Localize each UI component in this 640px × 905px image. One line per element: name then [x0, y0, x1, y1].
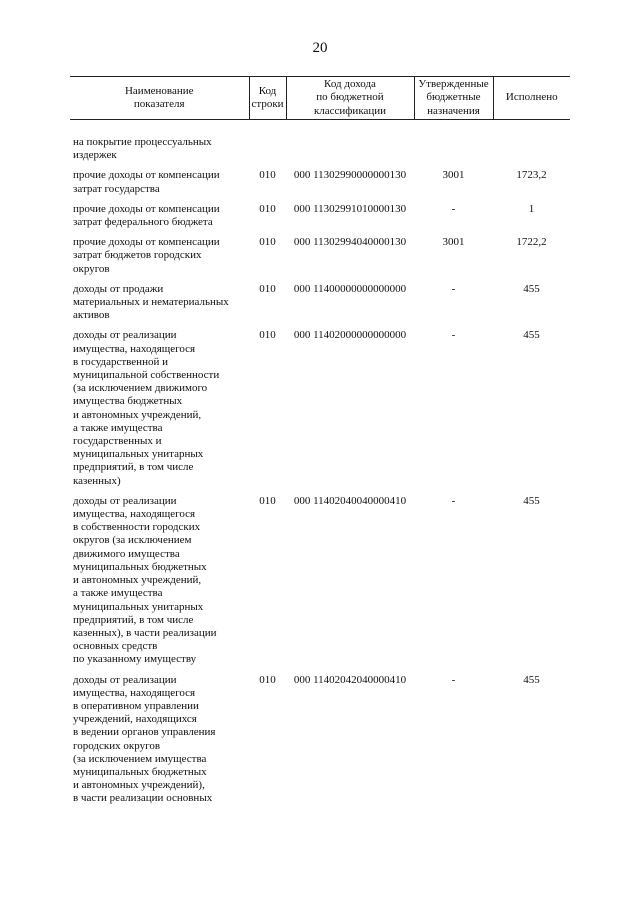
revenue-execution-table — [70, 76, 570, 813]
indicator-name-line: казенных) — [73, 474, 121, 487]
row-executed-amount: 455 — [523, 329, 540, 342]
row-classification-code — [286, 120, 414, 170]
indicator-name-line: доходы от реализации — [73, 673, 177, 686]
row-approved-amount: - — [451, 494, 456, 507]
indicator-name-line: государственных и — [73, 435, 162, 448]
indicator-name-line: и автономных учреждений, — [73, 408, 202, 421]
header-name: Наименование показателя — [70, 77, 249, 120]
indicator-name-line: муниципальных унитарных — [73, 448, 204, 461]
indicator-name-line: издержек — [73, 149, 117, 162]
table-header — [70, 77, 570, 120]
indicator-name-line: городских округов — [73, 739, 161, 752]
row-code — [249, 120, 286, 170]
indicator-name-line: в части реализации основных — [73, 792, 213, 805]
row-executed-amount: 1723,2 — [516, 169, 547, 182]
table-row — [70, 674, 570, 813]
row-classification-code: 000 11400000000000000 — [293, 282, 407, 295]
indicator-name-line: казенных), в части реализации — [73, 626, 217, 639]
row-code: 010 — [259, 202, 276, 215]
header-executed: Исполнено — [493, 77, 570, 120]
row-indicator-name — [70, 169, 249, 202]
row-classification-code: 000 11402000000000000 — [293, 329, 407, 342]
indicator-name-line: муниципальных бюджетных — [73, 560, 207, 573]
row-executed-amount: 1722,2 — [516, 236, 547, 249]
page-number: 20 — [312, 40, 328, 56]
table-row — [70, 169, 570, 202]
indicator-name-line: учреждений, находящихся — [73, 713, 197, 726]
row-classification-code: 000 11302991010000130 — [293, 202, 407, 215]
row-approved-amount: - — [451, 329, 456, 342]
indicator-name-line: затрат государства — [73, 182, 160, 195]
indicator-name-line: имущества, находящегося — [73, 342, 196, 355]
indicator-name-line: затрат федерального бюджета — [73, 216, 213, 229]
indicator-name-line: в ведении органов управления — [73, 726, 216, 739]
table-body — [70, 120, 570, 813]
row-code: 010 — [259, 236, 276, 249]
row-indicator-name — [70, 236, 249, 283]
indicator-name-line: прочие доходы от компенсации — [73, 202, 220, 215]
row-executed-amount: 1 — [528, 202, 535, 215]
row-executed-amount — [493, 120, 570, 170]
indicator-name-line: имущества, находящегося — [73, 686, 196, 699]
indicator-name-line: предприятий, в том числе — [73, 613, 194, 626]
row-code: 010 — [259, 673, 276, 686]
row-approved-amount — [414, 120, 493, 170]
header-approved: Утвержденные бюджетные назначения — [414, 77, 493, 120]
row-classification-code: 000 11302990000000130 — [293, 169, 407, 182]
row-indicator-name — [70, 203, 249, 236]
row-approved-amount: 3001 — [442, 236, 465, 249]
indicator-name-line: доходы от реализации — [73, 329, 177, 342]
row-approved-amount: - — [451, 673, 456, 686]
row-indicator-name — [70, 283, 249, 330]
indicator-name-line: в государственной и — [73, 355, 168, 368]
indicator-name-line: и автономных учреждений, — [73, 574, 202, 587]
indicator-name-line: в собственности городских — [73, 521, 201, 534]
header-row — [70, 77, 570, 120]
indicator-name-line: имущества бюджетных — [73, 395, 183, 408]
row-code: 010 — [259, 329, 276, 342]
indicator-name-line: (за исключением имущества — [73, 752, 207, 765]
row-executed-amount: 455 — [523, 494, 540, 507]
indicator-name-line: округов (за исключением — [73, 534, 192, 547]
row-code: 010 — [259, 282, 276, 295]
table-row — [70, 120, 570, 170]
indicator-name-line: и автономных учреждений), — [73, 779, 205, 792]
indicator-name-line: предприятий, в том числе — [73, 461, 194, 474]
indicator-name-line: материальных и нематериальных — [73, 296, 229, 309]
row-approved-amount: - — [451, 282, 456, 295]
row-classification-code: 000 11402040040000410 — [293, 494, 407, 507]
indicator-name-line: а также имущества — [73, 587, 163, 600]
row-classification-code: 000 11302994040000130 — [293, 236, 407, 249]
row-indicator-name — [70, 120, 249, 170]
indicator-name-line: в оперативном управлении — [73, 699, 199, 712]
indicator-name-line: доходы от реализации — [73, 494, 177, 507]
table-row — [70, 203, 570, 236]
row-code: 010 — [259, 169, 276, 182]
row-approved-amount: - — [451, 202, 456, 215]
table-row — [70, 236, 570, 283]
row-indicator-name — [70, 674, 249, 813]
indicator-name-line: затрат бюджетов городских — [73, 249, 202, 262]
row-classification-code: 000 11402042040000410 — [293, 673, 407, 686]
indicator-name-line: активов — [73, 309, 110, 322]
indicator-name-line: муниципальных бюджетных — [73, 765, 207, 778]
header-classification: Код дохода по бюджетной классификации — [286, 77, 414, 120]
row-code: 010 — [259, 494, 276, 507]
indicator-name-line: доходы от продажи — [73, 282, 164, 295]
indicator-name-line: прочие доходы от компенсации — [73, 169, 220, 182]
row-executed-amount: 455 — [523, 282, 540, 295]
indicator-name-line: движимого имущества — [73, 547, 180, 560]
indicator-name-line: основных средств — [73, 640, 158, 653]
indicator-name-line: на покрытие процессуальных — [73, 136, 212, 148]
indicator-name-line: округов — [73, 262, 110, 275]
row-indicator-name — [70, 329, 249, 494]
indicator-name-line: по указанному имуществу — [73, 653, 197, 666]
row-executed-amount: 455 — [523, 673, 540, 686]
indicator-name-line: а также имущества — [73, 421, 163, 434]
indicator-name-line: муниципальной собственности — [73, 369, 220, 382]
header-code: Код строки — [249, 77, 286, 120]
indicator-name-line: муниципальных унитарных — [73, 600, 204, 613]
table-row — [70, 329, 570, 494]
table-row — [70, 495, 570, 674]
row-indicator-name — [70, 495, 249, 674]
table-row — [70, 283, 570, 330]
indicator-name-line: имущества, находящегося — [73, 508, 196, 521]
indicator-name-line: (за исключением движимого — [73, 382, 208, 395]
row-approved-amount: 3001 — [442, 169, 465, 182]
indicator-name-line: прочие доходы от компенсации — [73, 236, 220, 249]
